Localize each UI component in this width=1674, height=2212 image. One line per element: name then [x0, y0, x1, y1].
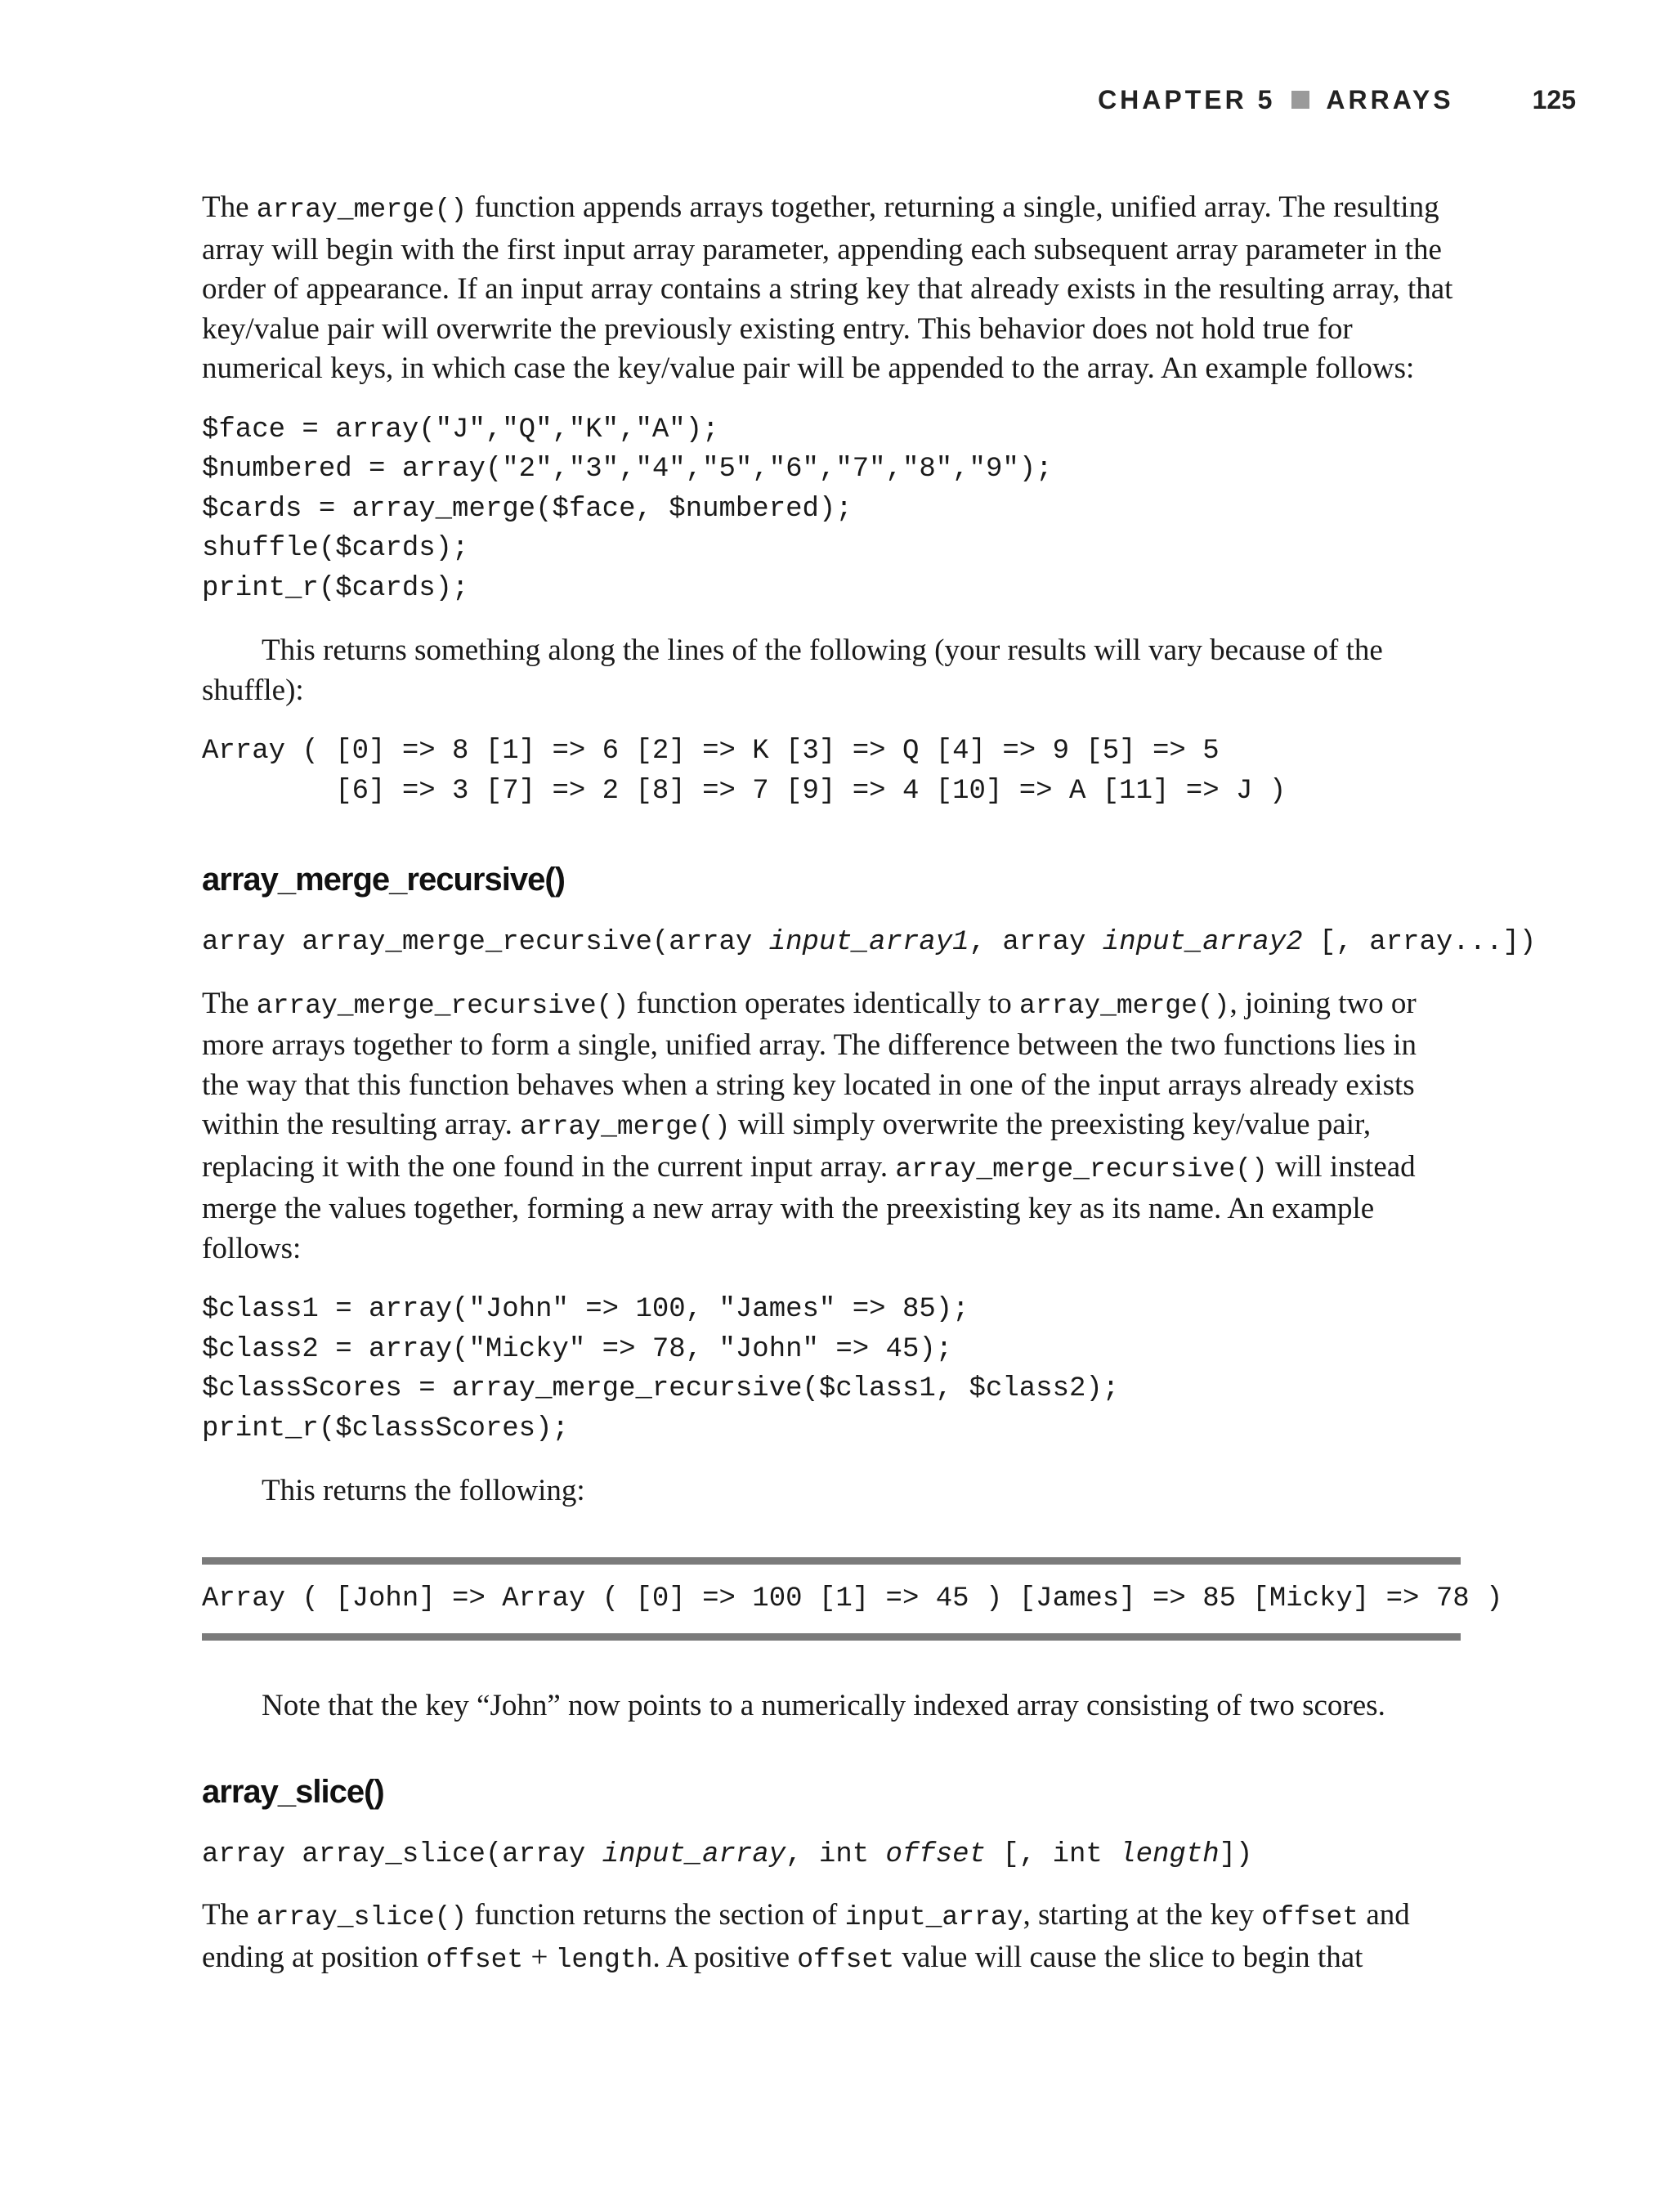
code-example-array-merge: $face = array("J","Q","K","A"); $numbered = array("2","3","4","5","6","7","8","9"); $cards = array_merge($face, $numbered); shuffle($cards); print_r($cards);	[202, 414, 1053, 604]
chapter-label: CHAPTER 5	[1098, 84, 1276, 114]
running-header	[0, 82, 1576, 118]
output-array-merge: Array ( [0] => 8 [1] => 6 [2] => K [3] => Q [4] => 9 [5] => 5 [6] => 3 [7] => 2 [8] => 7 [9] => 4 [10] => A [11] => J )	[202, 736, 1287, 807]
output-box-bottom-rule	[202, 1633, 1461, 1641]
param-input-array2: input_array2	[1102, 927, 1303, 958]
paragraph-array-merge-intro: The array_merge() function appends arrays together, returning a single, unified array. The resulting array will begin with the first input array parameter, appending each subsequent array parameter in the order of appearance. If an input array contains a string key that already exists in the resulting array, that key/value pair will overwrite the previously existing entry. This behavior does not hold true for numerical keys, in which case the key/value pair will be appended to the array. An example follows:	[202, 190, 1453, 385]
page-number: 125	[1532, 84, 1576, 114]
paragraph-array-slice: The array_slice() function returns the section of input_array, starting at the key offset and ending at position offset + length. A positive offset value will cause the slice to begin that	[202, 1898, 1410, 1975]
header-separator-square	[1291, 91, 1309, 109]
paragraph-shuffle-result: This returns something along the lines of the following (your results will vary because of the shuffle):	[202, 634, 1383, 707]
page-content	[202, 188, 1537, 1980]
code-example-array-merge-recursive: $class1 = array("John" => 100, "James" => 85); $class2 = array("Micky" => 78, "John" => 45); $classScores = array_merge_recursive($class1, $class2); print_r($classScores);	[202, 1294, 1120, 1444]
output-array-merge-recursive: Array ( [John] => Array ( [0] => 100 [1] => 45 ) [James] => 85 [Micky] => 78 )	[202, 1583, 1503, 1614]
signature-array-merge-recursive: array array_merge_recursive(array input_array1, array input_array2 [, array...])	[202, 927, 1537, 958]
paragraph-array-merge-recursive: The array_merge_recursive() function operates identically to array_merge(), joining two or more arrays together to form a single, unified array. The difference between the two functions lies in the way that this function behaves when a string key located in one of the input arrays already exists within the resulting array. array_merge() will simply overwrite the preexisting key/value pair, replacing it with the one found in the current input array. array_merge_recursive() will instead merge the values together, forming a new array with the preexisting key as its name. An example follows:	[202, 986, 1417, 1265]
param-length: length	[1119, 1838, 1220, 1870]
param-input-array: input_array	[602, 1838, 786, 1870]
heading-array-merge-recursive: array_merge_recursive()	[202, 862, 565, 898]
param-input-array1: input_array1	[768, 927, 969, 958]
param-offset: offset	[885, 1838, 986, 1870]
paragraph-john-note: Note that the key “John” now points to a numerically indexed array consisting of two scores.	[262, 1689, 1385, 1722]
signature-array-slice: array array_slice(array input_array, int offset [, int length])	[202, 1838, 1253, 1870]
section-label: ARRAYS	[1326, 84, 1454, 114]
output-box-top-rule	[202, 1557, 1461, 1565]
heading-array-slice: array_slice()	[202, 1773, 384, 1810]
inline-code: array_merge()	[256, 195, 468, 225]
paragraph-returns-following: This returns the following:	[262, 1474, 585, 1507]
